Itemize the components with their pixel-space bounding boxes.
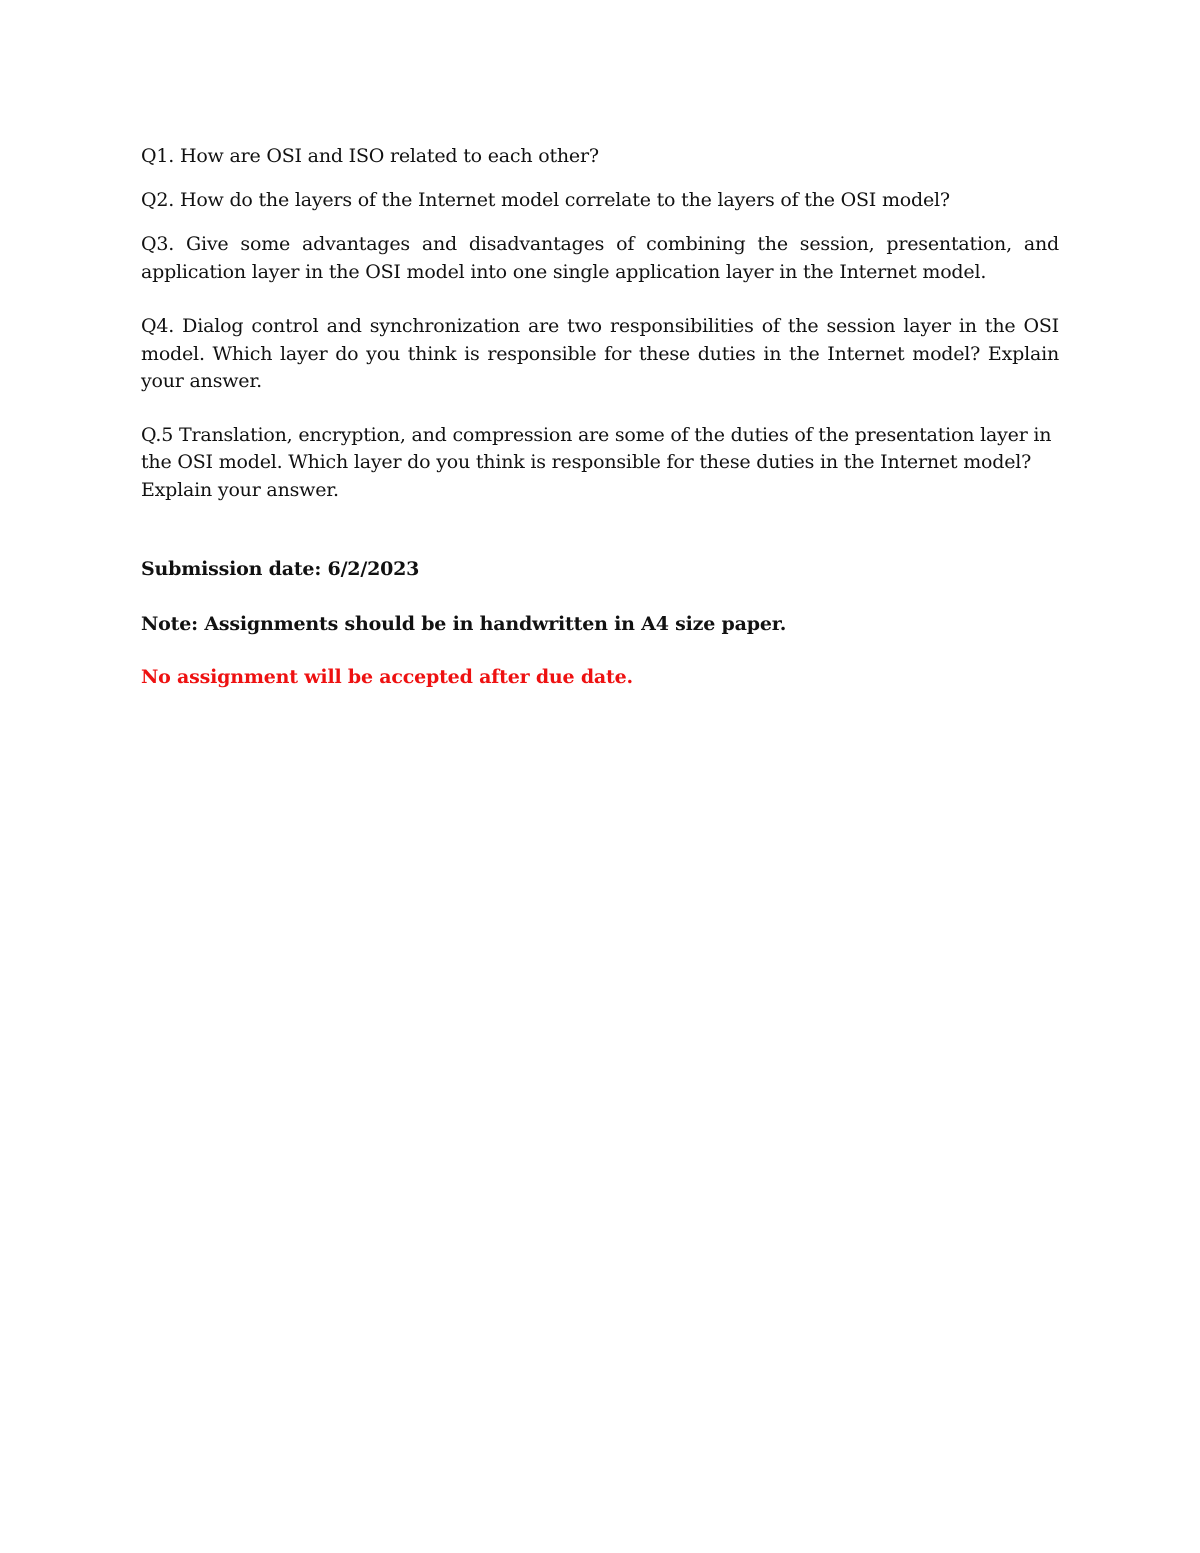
question-1: Q1. How are OSI and ISO related to each other? [141,145,599,167]
submission-note: Note: Assignments should be in handwritten in A4 size paper. [141,612,787,635]
question-4: Q4. Dialog control and synchronization are two responsibilities of the session layer in the OSI model. Which layer do you think is responsible for these duties in the Internet model? Explain your answer. [141,315,1059,392]
question-5: Q.5 Translation, encryption, and compression are some of the duties of the presentation layer in the OSI model. Which layer do you think is responsible for these duties in the Internet model? Explain your answer. [141,423,1052,501]
question-2: Q2. How do the layers of the Internet model correlate to the layers of the OSI model? [141,188,950,211]
submission-date: Submission date: 6/2/2023 [141,558,420,580]
assignment-content [141,143,1059,692]
late-submission-warning: No assignment will be accepted after due date. [141,666,633,688]
question-3: Q3. Give some advantages and disadvantages of combining the session, presentation, and application layer in the OSI model into one single application layer in the Internet model. [141,233,1059,283]
